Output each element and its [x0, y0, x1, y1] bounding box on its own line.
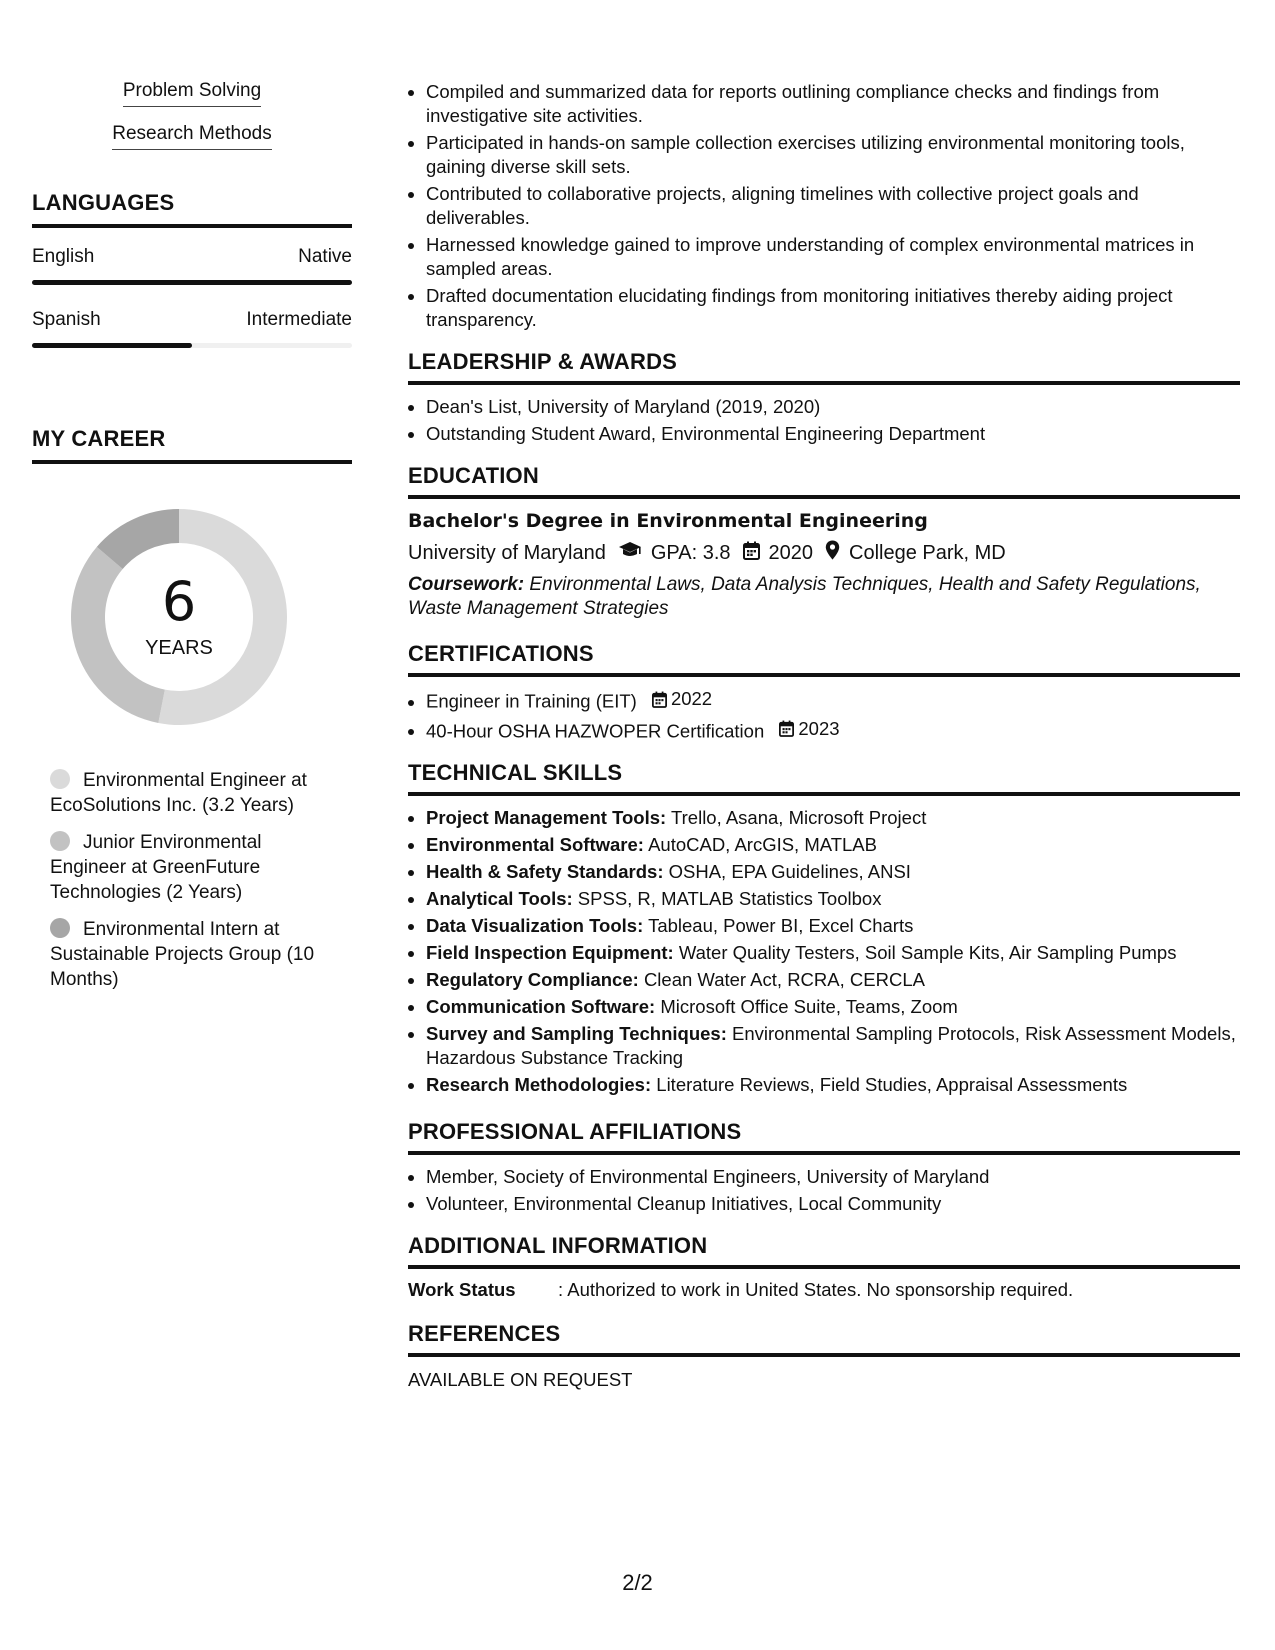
language-bar	[32, 280, 352, 285]
calendar-icon	[779, 720, 794, 737]
certification-year: 2022	[670, 688, 713, 709]
technical-skill-item	[426, 806, 1240, 830]
technical-skill-item	[426, 860, 1240, 884]
career-legend-item	[50, 830, 352, 905]
experience-bullet: • Drafted documentation elucidating findings from monitoring initiatives thereby aiding project transparency.	[426, 284, 1240, 332]
skill-tags	[32, 80, 352, 150]
education-year: 2020	[768, 541, 814, 564]
certification-name: Engineer in Training (EIT)	[426, 690, 637, 712]
work-status-label: Work Status	[408, 1279, 516, 1300]
technical-skill-item	[426, 968, 1240, 992]
leadership-item: • Outstanding Student Award, Environmental Engineering Department	[426, 422, 1240, 446]
education-location: College Park, MD	[849, 541, 1006, 564]
affiliations-list	[408, 1165, 1240, 1216]
technical-skill-value: Microsoft Office Suite, Teams, Zoom	[660, 996, 958, 1017]
career-legend-label: Junior Environmental Engineer at GreenFuture Technologies (2 Years)	[50, 832, 262, 903]
leadership-item: • Dean's List, University of Maryland (2019, 2020)	[426, 395, 1240, 419]
education-degree: Bachelor's Degree in Environmental Engineering	[408, 510, 928, 532]
affiliations-heading: PROFESSIONAL AFFILIATIONS	[408, 1119, 1240, 1155]
skill-tag-problem-solving: Problem Solving	[123, 80, 261, 107]
leadership-heading: LEADERSHIP & AWARDS	[408, 349, 1240, 385]
technical-skill-label: Environmental Software:	[426, 834, 644, 855]
languages-heading: LANGUAGES	[32, 190, 352, 228]
experience-bullet: • Harnessed knowledge gained to improve understanding of complex environmental matrices in sampled areas.	[426, 233, 1240, 281]
skill-tag-research-methods: Research Methods	[112, 123, 271, 150]
technical-skill-value: Literature Reviews, Field Studies, Appraisal Assessments	[656, 1074, 1128, 1095]
technical-skill-value: Water Quality Testers, Soil Sample Kits, Air Sampling Pumps	[678, 942, 1177, 963]
education-school: University of Maryland	[408, 541, 606, 564]
career-legend-label: Environmental Engineer at EcoSolutions Inc. (3.2 Years)	[50, 770, 307, 816]
calendar-icon	[743, 541, 760, 566]
education-coursework	[408, 573, 1240, 621]
technical-skill-item	[426, 914, 1240, 938]
map-pin-icon	[825, 540, 840, 566]
certification-item	[426, 687, 1240, 714]
affiliation-item: • Volunteer, Environmental Cleanup Initiatives, Local Community	[426, 1192, 1240, 1216]
career-total-number: 6	[161, 569, 197, 633]
technical-skills-heading: TECHNICAL SKILLS	[408, 760, 1240, 796]
certification-year: 2023	[798, 717, 840, 739]
legend-dot-icon	[50, 918, 70, 938]
calendar-icon	[652, 691, 667, 708]
technical-skill-label: Regulatory Compliance:	[426, 969, 639, 990]
legend-dot-icon	[50, 769, 70, 789]
technical-skill-value: SPSS, R, MATLAB Statistics Toolbox	[577, 888, 882, 909]
additional-info-heading: ADDITIONAL INFORMATION	[408, 1233, 1240, 1269]
affiliation-item: • Member, Society of Environmental Engineers, University of Maryland	[426, 1165, 1240, 1189]
references-section	[408, 1321, 1240, 1391]
career-legend-item	[50, 917, 352, 992]
career-legend-item	[50, 768, 352, 818]
legend-dot-icon	[50, 831, 70, 851]
technical-skills-list	[408, 806, 1240, 1097]
left-column	[32, 80, 352, 1004]
references-text: AVAILABLE ON REQUEST	[408, 1369, 633, 1390]
technical-skill-item	[426, 833, 1240, 857]
technical-skill-value: Environmental Sampling Protocols, Risk Assessment Models, Hazardous Substance Tracking	[426, 1023, 1236, 1068]
education-gpa: GPA: 3.8	[650, 541, 731, 564]
language-bar-fill	[32, 343, 192, 348]
technical-skill-value: AutoCAD, ArcGIS, MATLAB	[648, 834, 877, 855]
technical-skills-section	[408, 760, 1240, 1097]
career-legend-label: Environmental Intern at Sustainable Projects Group (10 Months)	[50, 919, 315, 990]
language-bar	[32, 343, 352, 348]
coursework-label: Coursework:	[408, 574, 525, 595]
technical-skill-item	[426, 995, 1240, 1019]
technical-skill-item	[426, 1022, 1240, 1070]
technical-skill-item	[426, 887, 1240, 911]
experience-bullet: • Compiled and summarized data for reports outlining compliance checks and findings from investigative site activities.	[426, 80, 1240, 128]
certifications-list	[408, 687, 1240, 743]
career-section	[32, 426, 352, 992]
technical-skill-label: Communication Software:	[426, 996, 656, 1017]
technical-skill-value: OSHA, EPA Guidelines, ANSI	[668, 861, 911, 882]
technical-skill-label: Analytical Tools:	[426, 888, 573, 909]
language-level: Native	[298, 246, 352, 267]
affiliations-section	[408, 1119, 1240, 1216]
technical-skill-value: Tableau, Power BI, Excel Charts	[648, 915, 914, 936]
language-name: Spanish	[32, 309, 101, 330]
education-heading: EDUCATION	[408, 463, 1240, 499]
technical-skill-label: Research Methodologies:	[426, 1074, 652, 1095]
language-name: English	[32, 246, 95, 267]
experience-bullets	[408, 80, 1240, 332]
work-status-value: : Authorized to work in United States. No sponsorship required.	[558, 1279, 1074, 1300]
education-section	[408, 463, 1240, 621]
references-heading: REFERENCES	[408, 1321, 1240, 1357]
technical-skill-value: Trello, Asana, Microsoft Project	[671, 807, 927, 828]
technical-skill-label: Project Management Tools:	[426, 807, 667, 828]
graduation-cap-icon	[618, 541, 642, 565]
technical-skill-item	[426, 1073, 1240, 1097]
experience-bullet: • Contributed to collaborative projects, aligning timelines with collective project goals and deliverables.	[426, 182, 1240, 230]
right-column	[408, 80, 1240, 1391]
career-total-unit: YEARS	[145, 636, 213, 659]
certifications-heading: CERTIFICATIONS	[408, 641, 1240, 677]
language-item	[32, 246, 352, 285]
career-heading: MY CAREER	[32, 426, 352, 464]
page-number: 2/2	[622, 1570, 653, 1595]
certification-name: 40-Hour OSHA HAZWOPER Certification	[426, 720, 765, 741]
career-donut-chart	[64, 502, 294, 732]
language-bar-fill	[32, 280, 352, 285]
language-level: Intermediate	[246, 309, 352, 330]
certifications-section	[408, 641, 1240, 743]
coursework-text: Environmental Laws, Data Analysis Techniques, Health and Safety Regulations, Waste Management Strategies	[408, 574, 1201, 619]
work-status-row	[408, 1279, 1240, 1301]
technical-skill-value: Clean Water Act, RCRA, CERCLA	[643, 969, 925, 990]
experience-bullet: • Participated in hands-on sample collection exercises utilizing environmental monitoring tools, gaining diverse skill sets.	[426, 131, 1240, 179]
technical-skill-label: Data Visualization Tools:	[426, 915, 644, 936]
career-legend	[32, 768, 352, 992]
leadership-list	[408, 395, 1240, 446]
technical-skill-label: Health & Safety Standards:	[426, 861, 664, 882]
additional-info-section	[408, 1233, 1240, 1301]
certification-item	[426, 717, 1240, 744]
technical-skill-label: Field Inspection Equipment:	[426, 942, 674, 963]
languages-section	[32, 190, 352, 348]
leadership-section	[408, 349, 1240, 446]
language-item	[32, 309, 352, 348]
education-details	[408, 540, 1240, 566]
technical-skill-item	[426, 941, 1240, 965]
technical-skill-label: Survey and Sampling Techniques:	[426, 1023, 727, 1044]
